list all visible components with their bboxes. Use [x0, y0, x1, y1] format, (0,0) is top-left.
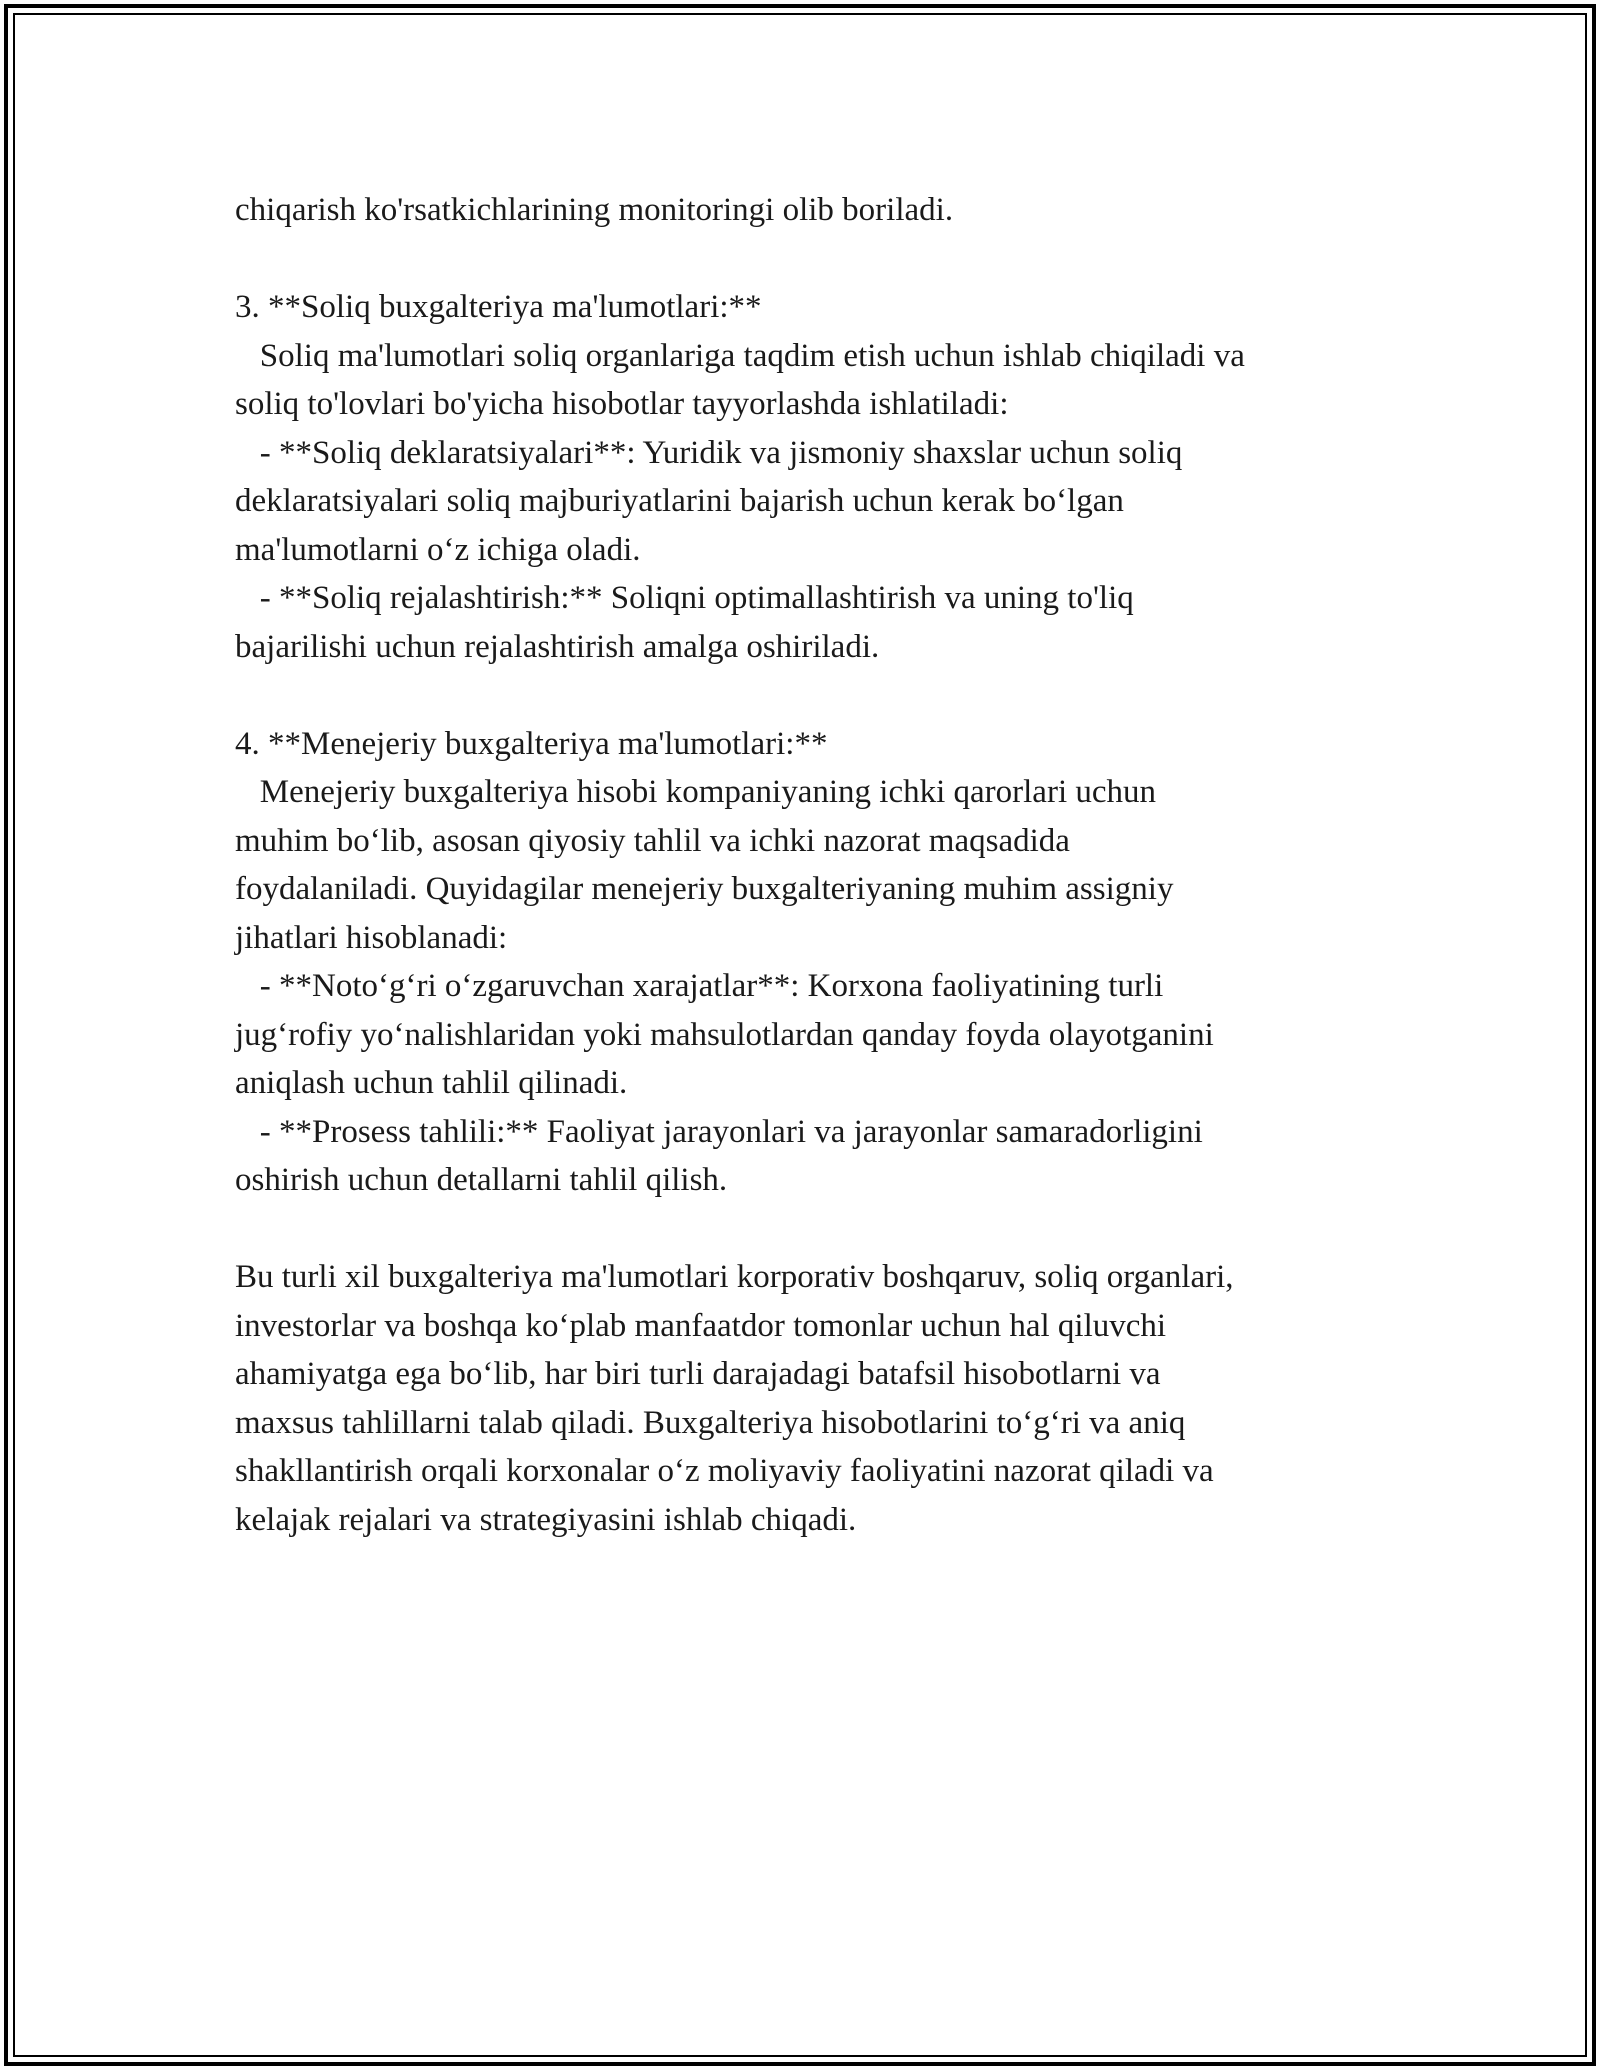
- text-line: ma'lumotlarni o‘z ichiga oladi.: [235, 531, 641, 568]
- section-heading: 3. **Soliq buxgalteriya ma'lumotlari:**: [235, 289, 762, 325]
- text-line: aniqlash uchun tahlil qilinadi.: [235, 1065, 628, 1101]
- text-line: Soliq ma'lumotlari soliq organlariga taqdim etish uchun ishlab chiqiladi va: [235, 337, 1245, 374]
- text-line: ahamiyatga ega bo‘lib, har biri turli darajadagi batafsil hisobotlarni va: [235, 1356, 1161, 1392]
- blank-line: [235, 671, 1385, 720]
- text-line: foydalaniladi. Quyidagilar menejeriy buxgalteriyaning muhim assigniy: [235, 871, 1174, 907]
- text-line: Menejeriy buxgalteriya hisobi kompaniyaning ichki qarorlari uchun: [235, 774, 1157, 810]
- text-line: bajarilishi uchun rejalashtirish amalga oshiriladi.: [235, 628, 880, 665]
- text-line: maxsus tahlillarni talab qiladi. Buxgalteriya hisobotlarini to‘g‘ri va aniq: [235, 1404, 1186, 1441]
- section-heading: 4. **Menejeriy buxgalteriya ma'lumotlari:**: [235, 725, 828, 762]
- list-item-line: - **Noto‘g‘ri o‘zgaruvchan xarajatlar**: Korxona faoliyatining turli: [235, 968, 1164, 1004]
- text-line: soliq to'lovlari bo'yicha hisobotlar tayyorlashda ishlatiladi:: [235, 386, 1009, 422]
- list-item-line: - **Soliq rejalashtirish:** Soliqni optimallashtirish va uning to'liq: [235, 580, 1134, 616]
- list-item-line: - **Soliq deklaratsiyalari**: Yuridik va jismoniy shaxslar uchun soliq: [235, 434, 1183, 471]
- text-line: oshirish uchun detallarni tahlil qilish.: [235, 1162, 728, 1198]
- document-body: [235, 186, 1385, 1544]
- text-line: jihatlari hisoblanadi:: [235, 919, 508, 956]
- text-line: deklaratsiyalari soliq majburiyatlarini bajarish uchun kerak bo‘lgan: [235, 483, 1124, 519]
- text-line: shakllantirish orqali korxonalar o‘z moliyaviy faoliyatini nazorat qiladi va: [235, 1453, 1214, 1489]
- text-line: jug‘rofiy yo‘nalishlaridan yoki mahsulotlardan qanday foyda olayotganini: [235, 1016, 1214, 1053]
- blank-line: [235, 1205, 1385, 1254]
- blank-line: [235, 235, 1385, 284]
- text-line: investorlar va boshqa ko‘plab manfaatdor tomonlar uchun hal qiluvchi: [235, 1307, 1167, 1344]
- text-line: kelajak rejalari va strategiyasini ishlab chiqadi.: [235, 1501, 857, 1538]
- text-line: chiqarish ko'rsatkichlarining monitoringi olib boriladi.: [235, 192, 954, 228]
- text-line: muhim bo‘lib, asosan qiyosiy tahlil va ichki nazorat maqsadida: [235, 822, 1070, 859]
- list-item-line: - **Prosess tahlili:** Faoliyat jarayonlari va jarayonlar samaradorligini: [235, 1113, 1203, 1150]
- text-line: Bu turli xil buxgalteriya ma'lumotlari korporativ boshqaruv, soliq organlari,: [235, 1259, 1234, 1295]
